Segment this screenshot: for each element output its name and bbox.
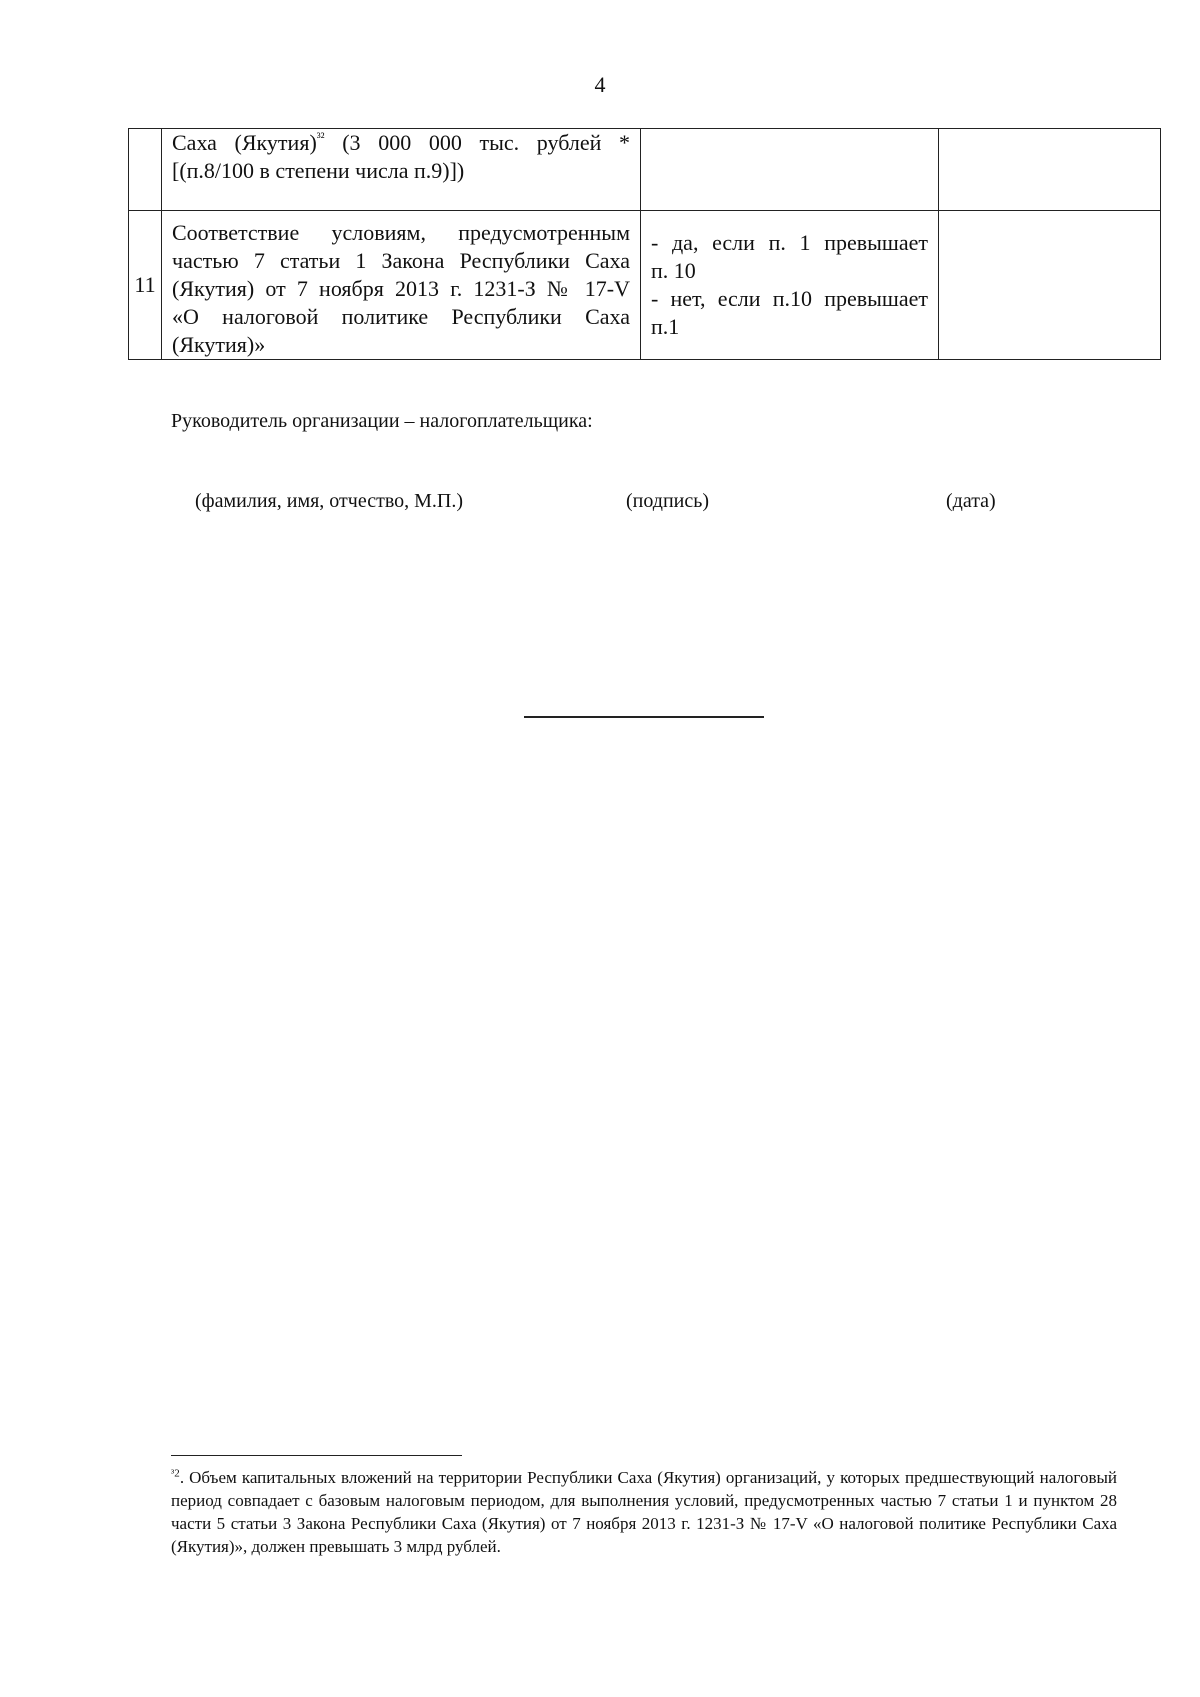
description-line [172, 129, 630, 157]
description-line: частью 7 статьи 1 Закона Республики Саха [172, 248, 630, 273]
row-description-cell [162, 211, 641, 360]
description-line: Соответствие условиям, предусмотренным [172, 220, 630, 245]
footnote-text: . Объем капитальных вложений на территории Республики Саха (Якутия) организаций, у которых предшествующий налоговый период совпадает с базовым налоговым периодом, для выполнения условий, предусмотренных частью 7 статьи 1 и пунктом 28 части 5 статьи 3 Закона Республики Саха (Якутия) от 7 ноября 2013 г. 1231-З № 17-V «О налоговой политике Республики Саха (Якутия)», должен превышать 3 млрд рублей. [171, 1468, 1117, 1556]
footnote-reference: ³² [316, 129, 325, 145]
row-condition-cell [641, 211, 939, 360]
row-number-cell: 11 [129, 211, 162, 360]
signature-caption: (подпись) [626, 490, 710, 512]
page-number: 4 [594, 72, 606, 97]
head-of-organization-label: Руководитель организации – налогоплательщика: [171, 410, 593, 432]
end-divider [524, 716, 764, 718]
description-line: (Якутия)» [172, 332, 266, 357]
condition-line: п. 10 [651, 258, 696, 283]
name-caption: (фамилия, имя, отчество, М.П.) [195, 490, 464, 512]
footnote [171, 1466, 1117, 1558]
condition-line: - да, если п. 1 превышает [651, 230, 928, 255]
condition-line: - нет, если п.10 превышает [651, 286, 928, 311]
description-text: (3 000 000 тыс. рублей * [324, 130, 631, 155]
row-condition-cell [641, 129, 939, 211]
row-value-cell [939, 129, 1161, 211]
row-number-cell [129, 129, 162, 211]
row-value-cell [939, 211, 1161, 360]
date-caption: (дата) [946, 490, 996, 512]
footnote-mark: ³2 [171, 1467, 180, 1480]
footnote-divider [171, 1455, 462, 1456]
description-line: [(п.8/100 в степени числа п.9)]) [172, 158, 465, 183]
row-description-cell [162, 129, 641, 211]
description-text: Саха (Якутия) [172, 130, 317, 155]
description-line: «О налоговой политике Республики Саха [172, 304, 630, 329]
criteria-table [128, 128, 1161, 360]
condition-line: п.1 [651, 314, 680, 339]
description-line: (Якутия) от 7 ноября 2013 г. 1231-З № 17-V [172, 276, 630, 301]
table-row [129, 211, 1161, 360]
table-row [129, 129, 1161, 211]
